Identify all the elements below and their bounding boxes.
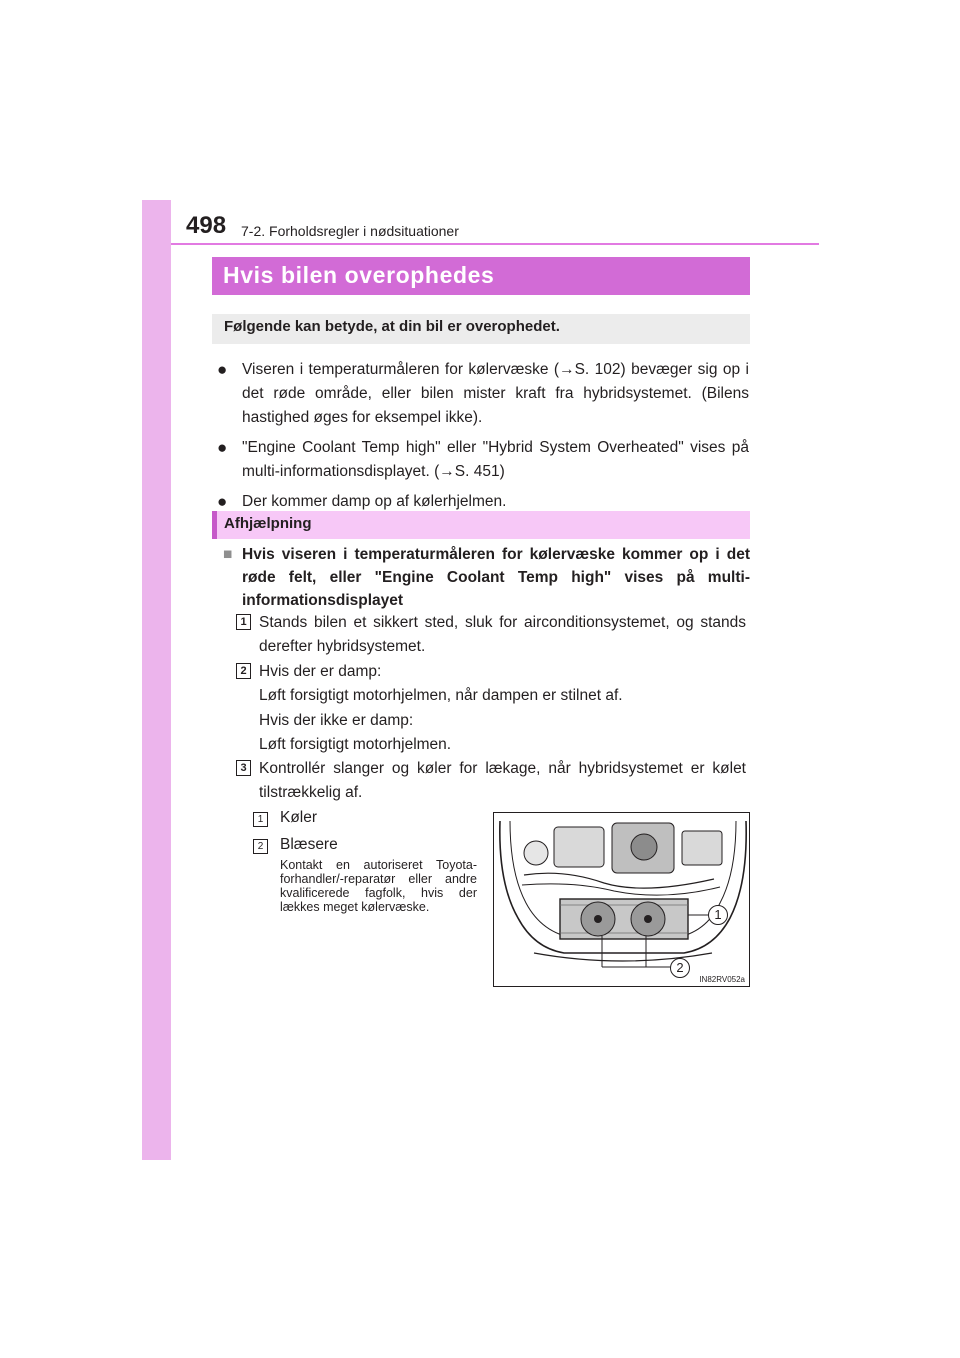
step-3-marker: 3 bbox=[236, 760, 251, 776]
legend-1-marker: 1 bbox=[253, 812, 268, 827]
header-divider bbox=[171, 243, 819, 245]
figure-callout-1: 1 bbox=[708, 905, 728, 925]
bullet-icon: ● bbox=[217, 492, 228, 511]
legend-2-label: Blæsere bbox=[280, 836, 338, 853]
step-2-if-steam: Hvis der er damp: bbox=[259, 663, 382, 680]
main-heading: Hvis bilen overophedes bbox=[223, 262, 495, 288]
symptom-text: "Engine Coolant Temp high" eller "Hybrid System Overheated" vises på multi-informationsdisplayet. (→S. 451) bbox=[242, 439, 749, 480]
engine-bay-figure bbox=[493, 812, 750, 987]
intro-text: Følgende kan betyde, at din bil er overophedet. bbox=[224, 318, 560, 335]
legend-1-label: Køler bbox=[280, 809, 318, 826]
legend-2-marker: 2 bbox=[253, 839, 268, 854]
symptom-list bbox=[215, 358, 749, 520]
remedy-heading: Afhjælpning bbox=[224, 515, 312, 532]
situation-heading bbox=[223, 543, 750, 612]
symptom-text: Der kommer damp op af kølerhjelmen. bbox=[242, 493, 507, 510]
figure-callout-2: 2 bbox=[670, 958, 690, 978]
step-1-marker: 1 bbox=[236, 614, 251, 630]
page-number: 498 bbox=[186, 212, 227, 239]
list-item bbox=[215, 436, 749, 484]
intro-box bbox=[212, 314, 750, 344]
step-3-text: Kontrollér slanger og køler for lækage, når hybridsystemet er kølet tilstrækkelig af. bbox=[259, 760, 746, 801]
engine-bay-illustration bbox=[494, 813, 750, 987]
square-bullet-icon: ■ bbox=[223, 546, 233, 563]
step-2-if-no-steam: Hvis der ikke er damp: bbox=[259, 712, 414, 729]
step-1-text: Stands bilen et sikkert sted, sluk for airconditionsystemet, og stands derefter hybridsystemet. bbox=[259, 614, 746, 655]
step-2-marker: 2 bbox=[236, 663, 251, 679]
list-item bbox=[215, 358, 749, 430]
figure-code: IN82RV052a bbox=[699, 975, 745, 984]
symptom-text: Viseren i temperaturmåleren for kølervæske (→S. 102) bevæger sig op i det røde område, eller bilen mister kraft fra hybridsystemet. (Bilens hastighed øges for eksempel ikke). bbox=[242, 361, 749, 426]
bullet-icon: ● bbox=[217, 438, 228, 457]
bullet-icon: ● bbox=[217, 360, 228, 379]
step-2-if-steam-action: Løft forsigtigt motorhjelmen, når dampen er stilnet af. bbox=[259, 687, 623, 704]
note-text: Kontakt en autoriseret Toyota-forhandler/-reparatør eller andre kvalificerede fagfolk, hvis der lækkes meget kølervæske. bbox=[280, 858, 477, 914]
remedy-heading-bar bbox=[212, 511, 750, 539]
main-heading-bar bbox=[212, 257, 750, 295]
situation-text: Hvis viseren i temperaturmåleren for kølervæske kommer op i det røde felt, eller "Engine Coolant Temp high" vises på multi-informationsdisplayet bbox=[242, 546, 750, 609]
section-title: 7-2. Forholdsregler i nødsituationer bbox=[241, 223, 459, 239]
step-2-if-no-steam-action: Løft forsigtigt motorhjelmen. bbox=[259, 736, 452, 753]
side-tab-strip bbox=[142, 200, 171, 1160]
